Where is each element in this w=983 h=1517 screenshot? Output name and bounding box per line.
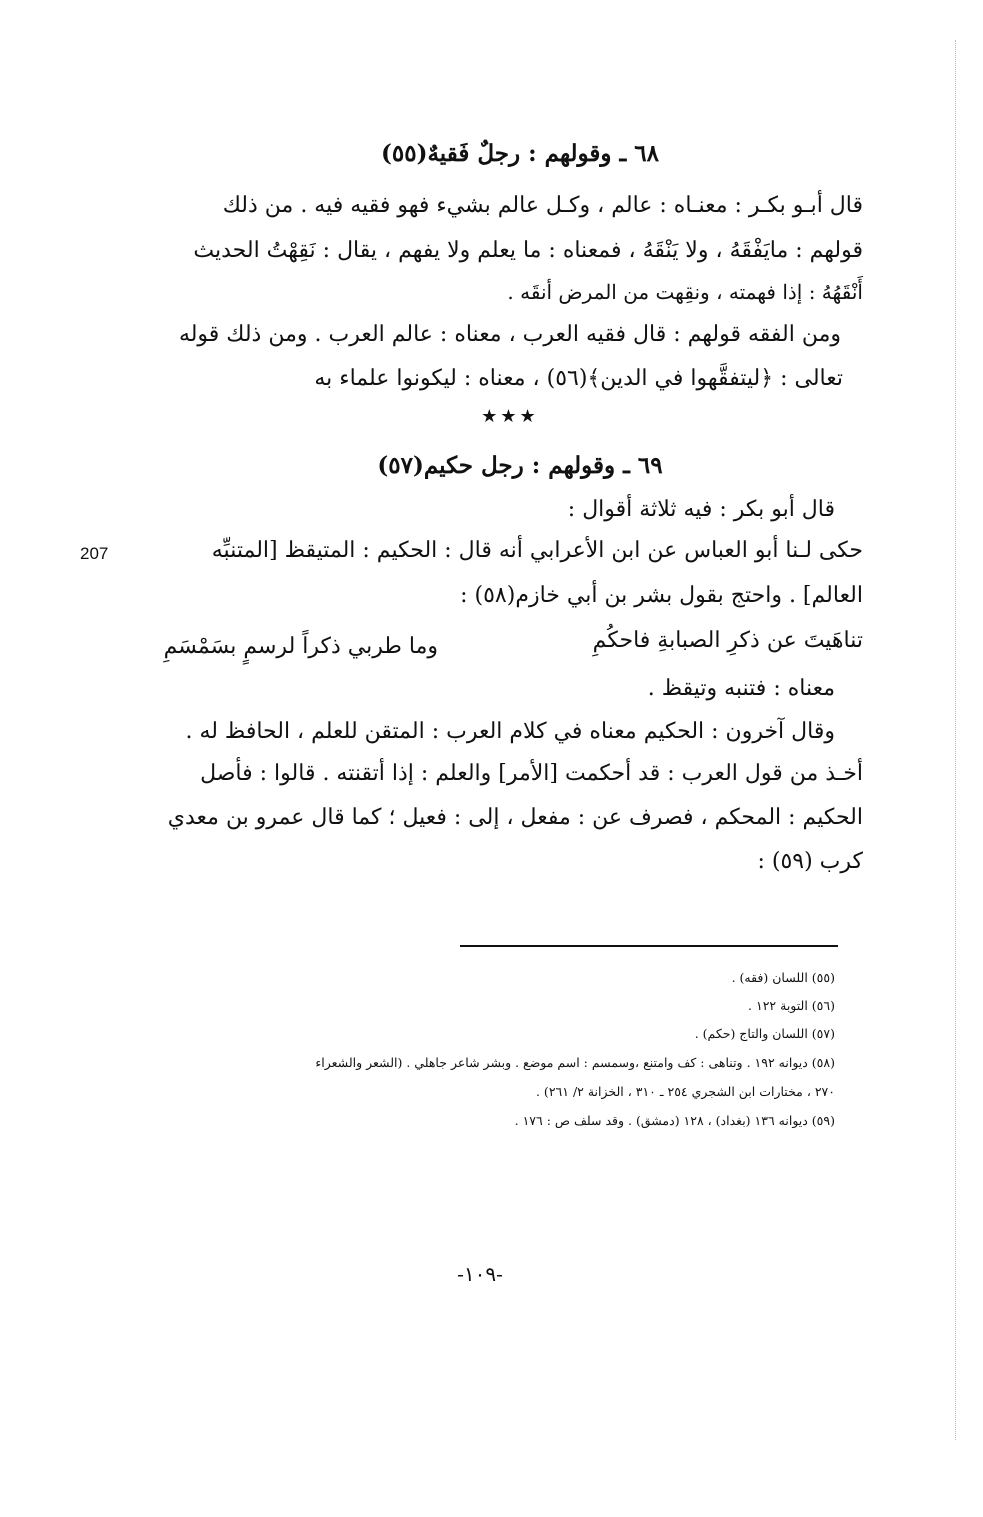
entry-68-line-1: قال أبـو بكـر : معنـاه : عالم ، وكـل عالم بشيء فهو فقيه فيه . من ذلك xyxy=(222,193,863,218)
entry-69-line-3: العالم] . واحتج بقول بشر بن أبي خازم(٥٨) : xyxy=(460,583,863,608)
entry-69-heading: ٦٩ ـ وقولهم : رجل حكيم(٥٧) xyxy=(377,452,663,479)
verse-second-hemistich: وما طربي ذكراً لرسمٍ بسَمْسَمِ xyxy=(163,634,438,659)
footnote-55: (٥٥) اللسان (فقه) . xyxy=(731,970,835,985)
footnote-59: (٥٩) ديوانه ١٣٦ (بغداد) ، ١٢٨ (دمشق) . وقد سلف ص : ١٧٦ . xyxy=(514,1113,835,1128)
entry-69-line-5: وقال آخرون : الحكيم معناه في كلام العرب : المتقن للعلم ، الحافظ له . xyxy=(185,719,835,744)
entry-69-line-2: حكى لـنا أبو العباس عن ابن الأعرابي أنه قال : الحكيم : المتيقظ [المتنبِّه xyxy=(211,538,863,563)
entry-68-line-5: تعالى : ﴿ليتفقَّهوا في الدين﴾(٥٦) ، معناه : ليكونوا علماء به xyxy=(314,366,843,391)
footnote-56: (٥٦) التوبة ١٢٢ . xyxy=(748,998,835,1013)
verse-first-hemistich: تناهَيتَ عن ذكرِ الصبابةِ فاحكُمِ xyxy=(592,628,863,653)
entry-68-line-4: ومن الفقه قولهم : قال فقيه العرب ، معناه : عالم العرب . ومن ذلك قوله xyxy=(178,322,841,347)
page-edge-shadow xyxy=(955,40,957,1440)
entry-68-heading: ٦٨ ـ وقولهم : رجلٌ فَقيهٌ(٥٥) xyxy=(380,140,660,167)
margin-page-reference: 207 xyxy=(80,544,109,563)
footnote-58-continued: ٢٧٠ ، مختارات ابن الشجري ٢٥٤ ـ ٣١٠ ، الخزانة ٢/ ٢٦١) . xyxy=(535,1084,835,1099)
entry-68-line-3: أَنْقَهُهُ : إذا فهمته ، ونقِهت من المرض أنقَه . xyxy=(507,280,863,304)
footnote-57: (٥٧) اللسان والتاج (حكم) . xyxy=(694,1026,835,1041)
entry-68-line-2: قولهم : مايَفْقَهُ ، ولا يَنْقَهُ ، فمعناه : ما يعلم ولا يفهم ، يقال : نَقِهْتُ الحديث xyxy=(193,238,863,263)
entry-69-line-1: قال أبو بكر : فيه ثلاثة أقوال : xyxy=(567,497,835,522)
entry-69-line-7: الحكيم : المحكم ، فصرف عن : مفعل ، إلى : فعيل ؛ كما قال عمرو بن معدي xyxy=(167,805,863,830)
footnote-58: (٥٨) ديوانه ١٩٢ . وتناهى : كف وامتنع ،وسمسم : اسم موضع . وبشر شاعر جاهلي . (الشعر والشعراء xyxy=(315,1055,835,1070)
footnote-divider xyxy=(460,945,838,947)
entry-69-line-4: معناه : فتنبه وتيقظ . xyxy=(647,676,835,701)
entry-69-line-8: كرب (٥٩) : xyxy=(757,849,863,874)
page-number: -١٠٩- xyxy=(457,1262,503,1286)
entry-69-line-6: أخـذ من قول العرب : قد أحكمت [الأمر] والعلم : إذا أتقنته . قالوا : فأصل xyxy=(200,761,863,786)
section-separator-stars: ★★★ xyxy=(481,406,539,427)
